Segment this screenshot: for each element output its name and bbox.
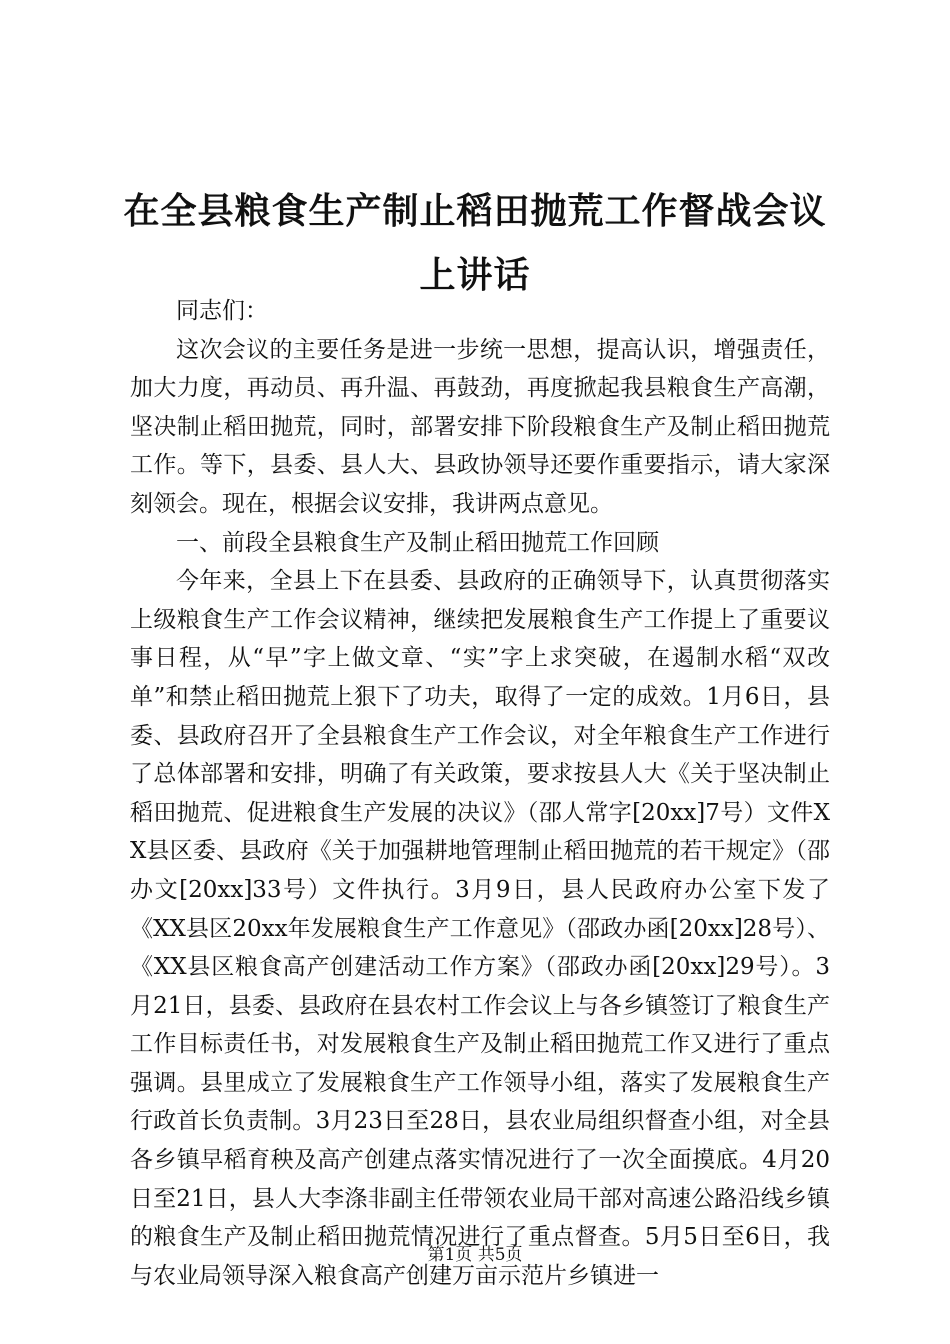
paragraph-intro: 这次会议的主要任务是进一步统一思想，提高认识，增强责任，加大力度，再动员、再升温、再鼓劲，再度掀起我县粮食生产高潮，坚决制止稻田抛荒，同时，部署安排下阶段粮食生产及制止稻田抛荒工作。等下，县委、县人大、县政协领导还要作重要指示，请大家深刻领会。现在，根据会议安排，我讲两点意见。: [130, 336, 830, 517]
paragraph-review: 今年来，全县上下在县委、县政府的正确领导下，认真贯彻落实上级粮食生产工作会议精神，继续把发展粮食生产工作提上了重要议事日程，从“早”字上做文章、“实”字上求突破，在遏制水稻“双改单”和禁止稻田抛荒上狠下了功夫，取得了一定的成效。1月6日，县委、县政府召开了全县粮食生产工作会议，对全年粮食生产工作进行了总体部署和安排，明确了有关政策，要求按县人大《关于坚决制止稻田抛荒、促进粮食生产发展的决议》（邵人常字[20xx]7号）文件XX县区委、县政府《关于加强耕地管理制止稻田抛荒的若干规定》（邵办文[20xx]33号）文件执行。3月9日，县人民政府办公室下发了《XX县区20xx年发展粮食生产工作意见》（邵政办函[20xx]28号）、《XX县区粮食高产创建活动工作方案》（邵政办函[20xx]29号）。3月21日，县委、县政府在县农村工作会议上与各乡镇签订了粮食生产工作目标责任书，对发展粮食生产及制止稻田抛荒工作又进行了重点强调。县里成立了发展粮食生产工作领导小组，落实了发展粮食生产行政首长负责制。3月23日至28日，县农业局组织督查小组，对全县各乡镇早稻育秧及高产创建点落实情况进行了一次全面摸底。4月20日至21日，县人大李涤非副主任带领农业局干部对高速公路沿线乡镇的粮食生产及制止稻田抛荒情况进行了重点督查。5月5日至6日，我与农业局领导深入粮食高产创建万亩示范片乡镇进一: [130, 568, 830, 1289]
document-body: [130, 292, 830, 1295]
section-heading: 一、前段全县粮食生产及制止稻田抛荒工作回顾: [176, 529, 659, 556]
salutation: 同志们：: [176, 298, 268, 324]
document-title: 在全县粮食生产制止稻田抛荒工作督战会议上讲话: [123, 191, 827, 296]
page-number-footer: 第1页 共5页: [427, 1245, 523, 1265]
